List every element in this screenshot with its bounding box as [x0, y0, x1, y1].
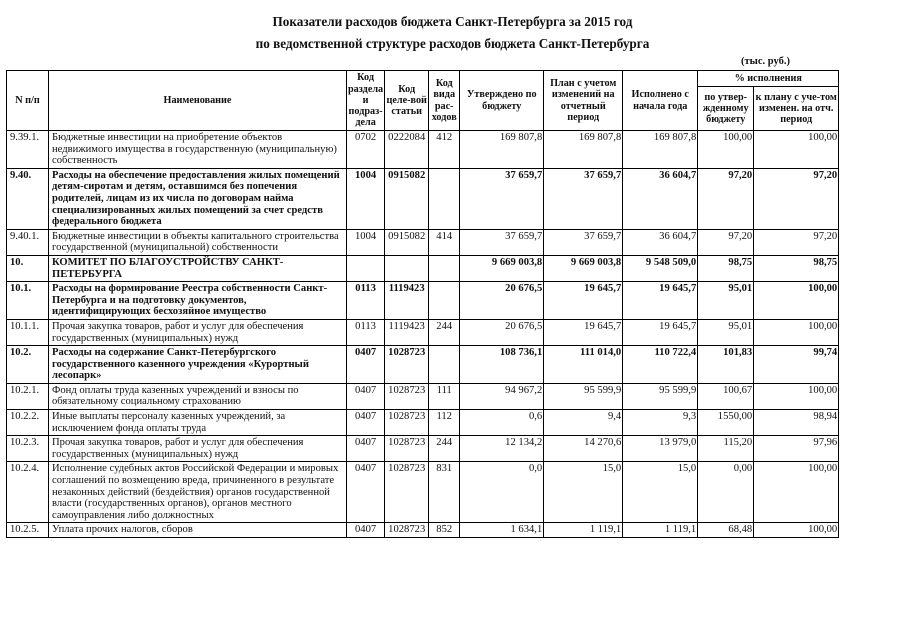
- row-pct-plan: 100,00: [754, 282, 839, 320]
- header-percent-group: % исполнения: [698, 71, 839, 87]
- row-article-code: [385, 255, 429, 281]
- row-name: Расходы на обеспечение предоставления жилых помещений детям-сиротам и детям, оставшимся без попечения родителей, лицам из их числа по договорам найма специализированных жилых помещений за счет средств федерального бюджета: [49, 168, 347, 229]
- row-type-code: [429, 168, 460, 229]
- row-plan: 9,4: [544, 410, 623, 436]
- row-number: 10.2.3.: [7, 436, 49, 462]
- expenses-table: [6, 70, 839, 538]
- row-approved: 12 134,2: [460, 436, 544, 462]
- row-name: КОМИТЕТ ПО БЛАГОУСТРОЙСТВУ САНКТ-ПЕТЕРБУРГА: [49, 255, 347, 281]
- row-name: Бюджетные инвестиции в объекты капитального строительства государственной (муниципальной) собственности: [49, 229, 347, 255]
- row-number: 10.2.2.: [7, 410, 49, 436]
- row-pct-approved: 0,00: [698, 462, 754, 523]
- row-pct-plan: 97,96: [754, 436, 839, 462]
- row-executed: 36 604,7: [623, 229, 698, 255]
- page-subtitle: по ведомственной структуре расходов бюджета Санкт-Петербурга: [255, 36, 650, 51]
- row-type-code: 244: [429, 436, 460, 462]
- row-pct-plan: 97,20: [754, 229, 839, 255]
- row-pct-plan: 100,00: [754, 131, 839, 169]
- row-number: 10.2.5.: [7, 523, 49, 538]
- row-type-code: 112: [429, 410, 460, 436]
- row-plan: 14 270,6: [544, 436, 623, 462]
- row-approved: 0,0: [460, 462, 544, 523]
- row-name: Прочая закупка товаров, работ и услуг для обеспечения государственных (муниципальных) нужд: [49, 319, 347, 345]
- row-article-code: 1028723: [385, 383, 429, 409]
- row-executed: 19 645,7: [623, 282, 698, 320]
- row-executed: 15,0: [623, 462, 698, 523]
- row-type-code: 244: [429, 319, 460, 345]
- header-article-code: Код целе-вой статьи: [385, 71, 429, 131]
- row-name: Расходы на формирование Реестра собственности Санкт-Петербурга и на подготовку документов, идентифицирующих бесхозяйное имущество: [49, 282, 347, 320]
- row-plan: 37 659,7: [544, 229, 623, 255]
- row-article-code: 1028723: [385, 346, 429, 384]
- row-section-code: 0702: [347, 131, 385, 169]
- table-row: [7, 168, 839, 229]
- table-row: [7, 282, 839, 320]
- header-pct-approved: по утвер-жденному бюджету: [698, 87, 754, 131]
- row-approved: 20 676,5: [460, 282, 544, 320]
- table-row: [7, 319, 839, 345]
- row-approved: 108 736,1: [460, 346, 544, 384]
- row-number: 9.40.1.: [7, 229, 49, 255]
- row-executed: 110 722,4: [623, 346, 698, 384]
- row-plan: 15,0: [544, 462, 623, 523]
- row-number: 9.40.: [7, 168, 49, 229]
- row-name: Уплата прочих налогов, сборов: [49, 523, 347, 538]
- row-pct-approved: 68,48: [698, 523, 754, 538]
- header-type-code: Код вида рас-ходов: [429, 71, 460, 131]
- row-number: 10.2.1.: [7, 383, 49, 409]
- table-row: [7, 346, 839, 384]
- row-number: 9.39.1.: [7, 131, 49, 169]
- table-row: [7, 436, 839, 462]
- row-pct-plan: 99,74: [754, 346, 839, 384]
- header-num: N п/п: [7, 71, 49, 131]
- row-section-code: 0407: [347, 383, 385, 409]
- table-row: [7, 523, 839, 538]
- row-approved: 0,6: [460, 410, 544, 436]
- row-plan: 169 807,8: [544, 131, 623, 169]
- row-executed: 13 979,0: [623, 436, 698, 462]
- header-plan: План с учетом изменений на отчетный период: [544, 71, 623, 131]
- table-row: [7, 383, 839, 409]
- row-name: Расходы на содержание Санкт-Петербургского государственного казенного учреждения «Курортный лесопарк»: [49, 346, 347, 384]
- header-executed: Исполнено с начала года: [623, 71, 698, 131]
- row-plan: 19 645,7: [544, 282, 623, 320]
- row-section-code: [347, 255, 385, 281]
- row-executed: 9,3: [623, 410, 698, 436]
- row-type-code: 111: [429, 383, 460, 409]
- row-name: Прочая закупка товаров, работ и услуг для обеспечения государственных (муниципальных) нужд: [49, 436, 347, 462]
- row-section-code: 0113: [347, 282, 385, 320]
- row-plan: 1 119,1: [544, 523, 623, 538]
- row-article-code: 1028723: [385, 462, 429, 523]
- row-executed: 19 645,7: [623, 319, 698, 345]
- row-pct-plan: 100,00: [754, 319, 839, 345]
- units-note: (тыс. руб.): [741, 56, 790, 67]
- row-number: 10.1.1.: [7, 319, 49, 345]
- row-article-code: 1119423: [385, 319, 429, 345]
- row-pct-approved: 100,00: [698, 131, 754, 169]
- row-pct-approved: 97,20: [698, 168, 754, 229]
- row-pct-plan: 98,75: [754, 255, 839, 281]
- row-section-code: 1004: [347, 229, 385, 255]
- header-approved: Утверждено по бюджету: [460, 71, 544, 131]
- row-number: 10.2.: [7, 346, 49, 384]
- row-approved: 9 669 003,8: [460, 255, 544, 281]
- table-row: [7, 255, 839, 281]
- row-pct-plan: 100,00: [754, 462, 839, 523]
- row-name: Исполнение судебных актов Российской Федерации и мировых соглашений по возмещению вреда, причиненного в результате незаконных действий (бездействия) органов государственной власти (государственных органов), органов местного самоуправления либо должностных: [49, 462, 347, 523]
- row-plan: 111 014,0: [544, 346, 623, 384]
- row-number: 10.2.4.: [7, 462, 49, 523]
- header-pct-plan: к плану с уче-том изменен. на отч. период: [754, 87, 839, 131]
- row-article-code: 1028723: [385, 523, 429, 538]
- row-section-code: 0407: [347, 436, 385, 462]
- row-pct-approved: 95,01: [698, 282, 754, 320]
- row-article-code: 1028723: [385, 410, 429, 436]
- row-pct-plan: 98,94: [754, 410, 839, 436]
- row-approved: 169 807,8: [460, 131, 544, 169]
- row-pct-approved: 98,75: [698, 255, 754, 281]
- row-approved: 20 676,5: [460, 319, 544, 345]
- row-plan: 37 659,7: [544, 168, 623, 229]
- row-article-code: 0915082: [385, 229, 429, 255]
- row-name: Бюджетные инвестиции на приобретение объектов недвижимого имущества в государственную (муниципальную) собственность: [49, 131, 347, 169]
- row-plan: 95 599,9: [544, 383, 623, 409]
- row-section-code: 0407: [347, 462, 385, 523]
- row-section-code: 0113: [347, 319, 385, 345]
- row-name: Иные выплаты персоналу казенных учреждений, за исключением фонда оплаты труда: [49, 410, 347, 436]
- header-name: Наименование: [49, 71, 347, 131]
- row-article-code: 0915082: [385, 168, 429, 229]
- row-pct-plan: 97,20: [754, 168, 839, 229]
- row-type-code: [429, 282, 460, 320]
- row-number: 10.1.: [7, 282, 49, 320]
- row-pct-approved: 101,83: [698, 346, 754, 384]
- row-article-code: 0222084: [385, 131, 429, 169]
- row-pct-approved: 95,01: [698, 319, 754, 345]
- row-approved: 37 659,7: [460, 229, 544, 255]
- table-row: [7, 410, 839, 436]
- row-type-code: [429, 255, 460, 281]
- row-article-code: 1119423: [385, 282, 429, 320]
- row-pct-approved: 1550,00: [698, 410, 754, 436]
- row-pct-approved: 100,67: [698, 383, 754, 409]
- row-section-code: 0407: [347, 523, 385, 538]
- row-pct-plan: 100,00: [754, 383, 839, 409]
- row-approved: 1 634,1: [460, 523, 544, 538]
- row-plan: 19 645,7: [544, 319, 623, 345]
- row-section-code: 1004: [347, 168, 385, 229]
- row-executed: 169 807,8: [623, 131, 698, 169]
- row-number: 10.: [7, 255, 49, 281]
- row-article-code: 1028723: [385, 436, 429, 462]
- row-executed: 95 599,9: [623, 383, 698, 409]
- row-executed: 36 604,7: [623, 168, 698, 229]
- row-pct-approved: 97,20: [698, 229, 754, 255]
- row-type-code: 852: [429, 523, 460, 538]
- row-type-code: 412: [429, 131, 460, 169]
- table-row: [7, 462, 839, 523]
- row-approved: 94 967,2: [460, 383, 544, 409]
- row-type-code: 414: [429, 229, 460, 255]
- row-name: Фонд оплаты труда казенных учреждений и взносы по обязательному социальному страхованию: [49, 383, 347, 409]
- row-executed: 1 119,1: [623, 523, 698, 538]
- header-section-code: Код раздела и подраз-дела: [347, 71, 385, 131]
- row-type-code: 831: [429, 462, 460, 523]
- row-pct-plan: 100,00: [754, 523, 839, 538]
- row-type-code: [429, 346, 460, 384]
- row-plan: 9 669 003,8: [544, 255, 623, 281]
- row-pct-approved: 115,20: [698, 436, 754, 462]
- page-title: Показатели расходов бюджета Санкт-Петербурга за 2015 год: [272, 14, 633, 29]
- row-section-code: 0407: [347, 346, 385, 384]
- table-row: [7, 229, 839, 255]
- table-row: [7, 131, 839, 169]
- row-executed: 9 548 509,0: [623, 255, 698, 281]
- row-approved: 37 659,7: [460, 168, 544, 229]
- row-section-code: 0407: [347, 410, 385, 436]
